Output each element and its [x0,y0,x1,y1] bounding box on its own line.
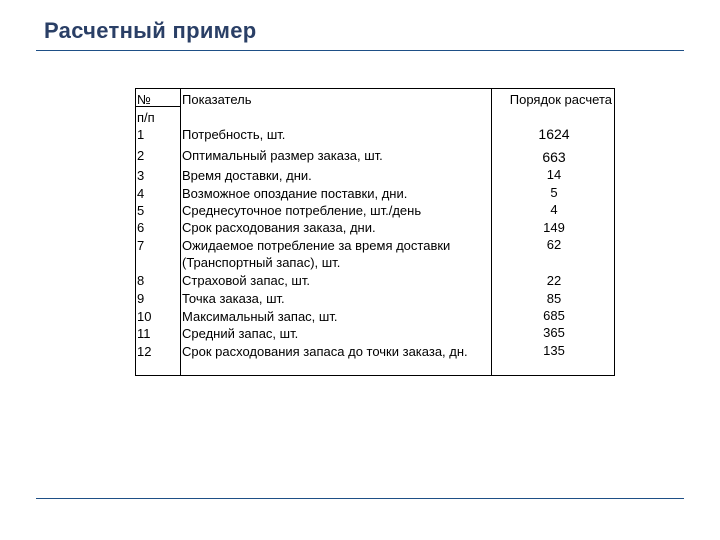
row-label: Ожидаемое потребление за время доставки [182,238,451,253]
row-number: 7 [137,238,145,253]
row-number: 3 [137,168,145,183]
row-value: 365 [543,325,565,340]
row-number: 12 [137,344,152,359]
row-value: 1624 [538,126,570,142]
row-number: 5 [137,203,145,218]
row-label: Срок расходования заказа, дни. [182,220,376,235]
row-label: Возможное опоздание поставки, дни. [182,186,408,201]
row-value: 4 [550,202,558,217]
row-value: 22 [546,273,562,288]
row-number: 8 [137,273,145,288]
row-number: 9 [137,291,145,306]
header-calc-order: Порядок расчета [509,92,612,107]
row-value: 5 [550,185,558,200]
row-number: 1 [137,127,145,142]
row-number: 11 [137,326,151,341]
row-label-continued: (Транспортный запас), шт. [182,255,341,270]
row-number: 10 [137,309,152,324]
row-value: 685 [543,308,565,323]
row-label: Максимальный запас, шт. [182,309,338,324]
row-label: Потребность, шт. [182,127,286,142]
row-label: Точка заказа, шт. [182,291,285,306]
column-divider [180,89,181,375]
row-label: Среднесуточное потребление, шт./день [182,203,422,218]
row-value: 149 [543,220,565,235]
row-number: 4 [137,186,145,201]
row-label: Средний запас, шт. [182,326,299,341]
header-number: № [137,92,151,107]
title-divider [36,50,684,51]
row-label: Оптимальный размер заказа, шт. [182,148,383,163]
row-value: 85 [546,291,562,306]
page-title: Расчетный пример [44,18,257,43]
row-value: 135 [543,343,565,358]
row-label: Страховой запас, шт. [182,273,310,288]
row-value: 62 [546,237,562,252]
footer-divider [36,498,684,499]
row-value: 663 [542,149,566,165]
row-number: 2 [137,148,145,163]
header-indicator: Показатель [182,92,252,107]
row-label: Время доставки, дни. [182,168,312,183]
calculation-table [135,88,615,376]
header-number-line2: п/п [137,110,155,125]
row-number: 6 [137,220,145,235]
row-label: Срок расходования запаса до точки заказа, дн. [182,344,468,359]
row-value: 14 [546,167,562,182]
